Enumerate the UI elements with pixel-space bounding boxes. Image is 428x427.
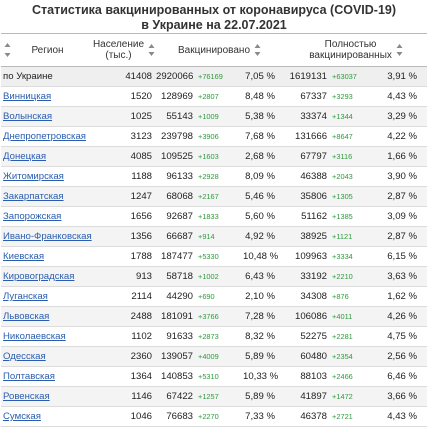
vaccinated-cell: 66687 xyxy=(154,227,195,247)
population-cell: 1520 xyxy=(94,87,154,107)
full-delta-cell: +2466 xyxy=(329,367,373,387)
vaccinated-delta-cell: +2270 xyxy=(195,407,241,427)
title-line-1: Статистика вакцинированных от коронавируса (COVID-19) xyxy=(31,3,397,17)
full-delta-cell: +3116 xyxy=(329,147,373,167)
table-row xyxy=(1,267,427,287)
full-percent-cell: 2,87 % xyxy=(373,187,427,207)
region-link[interactable]: Донецкая xyxy=(3,151,47,162)
vaccinated-delta-cell: +1257 xyxy=(195,387,241,407)
vaccinated-cell: 44290 xyxy=(154,287,195,307)
region-link[interactable]: Николаевская xyxy=(3,331,66,342)
header-region-label: Регион xyxy=(31,44,64,56)
full-delta-cell: +8647 xyxy=(329,127,373,147)
vaccinated-percent-cell: 8,09 % xyxy=(241,167,285,187)
vaccinated-cell: 96133 xyxy=(154,167,195,187)
table-row xyxy=(1,87,427,107)
vaccinated-delta-cell: +3906 xyxy=(195,127,241,147)
population-cell: 1247 xyxy=(94,187,154,207)
table-row xyxy=(1,387,427,407)
vaccinated-cell: 67422 xyxy=(154,387,195,407)
sort-icon xyxy=(148,43,155,57)
population-cell: 1025 xyxy=(94,107,154,127)
sort-icon xyxy=(396,43,403,57)
population-cell: 41408 xyxy=(94,67,154,87)
vaccinated-percent-cell: 7,68 % xyxy=(241,127,285,147)
vaccinated-cell: 181091 xyxy=(154,307,195,327)
table-row xyxy=(1,107,427,127)
region-cell: по Украине xyxy=(1,67,94,87)
header-population[interactable] xyxy=(94,34,154,67)
vaccinated-delta-cell: +690 xyxy=(195,287,241,307)
full-cell: 88103 xyxy=(285,367,329,387)
vaccinated-cell: 55143 xyxy=(154,107,195,127)
population-cell: 1146 xyxy=(94,387,154,407)
region-cell xyxy=(1,267,94,287)
vaccinated-percent-cell: 2,68 % xyxy=(241,147,285,167)
full-percent-cell: 3,63 % xyxy=(373,267,427,287)
table-row xyxy=(1,207,427,227)
region-cell xyxy=(1,227,94,247)
full-cell: 38925 xyxy=(285,227,329,247)
full-delta-cell: +1344 xyxy=(329,107,373,127)
full-percent-cell: 3,29 % xyxy=(373,107,427,127)
vaccinated-delta-cell: +3766 xyxy=(195,307,241,327)
vaccinated-cell: 140853 xyxy=(154,367,195,387)
population-cell: 2488 xyxy=(94,307,154,327)
full-cell: 33192 xyxy=(285,267,329,287)
vaccinated-delta-cell: +5330 xyxy=(195,247,241,267)
full-cell: 51162 xyxy=(285,207,329,227)
table-row xyxy=(1,367,427,387)
title-line-2: в Украине на 22.07.2021 xyxy=(141,18,287,32)
vaccinated-percent-cell: 4,92 % xyxy=(241,227,285,247)
vaccinated-cell: 139057 xyxy=(154,347,195,367)
full-delta-cell: +2354 xyxy=(329,347,373,367)
region-link[interactable]: Кировоградская xyxy=(3,271,75,282)
full-percent-cell: 4,22 % xyxy=(373,127,427,147)
region-link[interactable]: Винницкая xyxy=(3,91,52,102)
full-cell: 60480 xyxy=(285,347,329,367)
population-cell: 3123 xyxy=(94,127,154,147)
region-cell xyxy=(1,347,94,367)
full-cell: 106086 xyxy=(285,307,329,327)
table-row xyxy=(1,407,427,427)
full-percent-cell: 2,56 % xyxy=(373,347,427,367)
region-link[interactable]: Сумская xyxy=(3,411,41,422)
vaccinated-delta-cell: +2167 xyxy=(195,187,241,207)
vaccinated-percent-cell: 5,89 % xyxy=(241,347,285,367)
vaccinated-delta-cell: +914 xyxy=(195,227,241,247)
full-delta-cell: +2721 xyxy=(329,407,373,427)
full-percent-cell: 4,26 % xyxy=(373,307,427,327)
table-row xyxy=(1,327,427,347)
vaccinated-cell: 76683 xyxy=(154,407,195,427)
full-delta-cell: +1305 xyxy=(329,187,373,207)
table-row xyxy=(1,67,427,87)
full-cell: 1619131 xyxy=(285,67,329,87)
full-delta-cell: +4011 xyxy=(329,307,373,327)
full-delta-cell: +876 xyxy=(329,287,373,307)
full-cell: 131666 xyxy=(285,127,329,147)
region-cell xyxy=(1,367,94,387)
population-cell: 1656 xyxy=(94,207,154,227)
full-cell: 52275 xyxy=(285,327,329,347)
region-link[interactable]: Киевская xyxy=(3,251,45,262)
vaccinated-cell: 91633 xyxy=(154,327,195,347)
region-cell xyxy=(1,187,94,207)
vaccinated-delta-cell: +1833 xyxy=(195,207,241,227)
region-cell xyxy=(1,287,94,307)
region-cell xyxy=(1,407,94,427)
region-cell xyxy=(1,167,94,187)
full-delta-cell: +63037 xyxy=(329,67,373,87)
vaccinated-percent-cell: 10,48 % xyxy=(241,247,285,267)
full-percent-cell: 1,62 % xyxy=(373,287,427,307)
full-percent-cell: 4,75 % xyxy=(373,327,427,347)
full-delta-cell: +2210 xyxy=(329,267,373,287)
table-row xyxy=(1,247,427,267)
vaccinated-cell: 68068 xyxy=(154,187,195,207)
sort-icon xyxy=(4,42,11,58)
vaccinated-percent-cell: 8,32 % xyxy=(241,327,285,347)
vaccinated-delta-cell: +1002 xyxy=(195,267,241,287)
full-percent-cell: 6,15 % xyxy=(373,247,427,267)
table-row xyxy=(1,187,427,207)
full-percent-cell: 3,66 % xyxy=(373,387,427,407)
vaccinated-percent-cell: 6,43 % xyxy=(241,267,285,287)
header-full-label: Полностью вакцинированных xyxy=(309,39,392,61)
full-cell: 33374 xyxy=(285,107,329,127)
full-delta-cell: +2043 xyxy=(329,167,373,187)
region-cell xyxy=(1,107,94,127)
region-cell xyxy=(1,127,94,147)
full-cell: 41897 xyxy=(285,387,329,407)
full-percent-cell: 3,90 % xyxy=(373,167,427,187)
vaccinated-cell: 128969 xyxy=(154,87,195,107)
table-row xyxy=(1,347,427,367)
full-percent-cell: 6,46 % xyxy=(373,367,427,387)
sort-icon xyxy=(254,43,261,57)
region-cell xyxy=(1,247,94,267)
table-row xyxy=(1,307,427,327)
full-percent-cell: 4,43 % xyxy=(373,87,427,107)
vaccinated-delta-cell: +1009 xyxy=(195,107,241,127)
header-vaccinated[interactable] xyxy=(154,34,285,67)
population-cell: 1046 xyxy=(94,407,154,427)
region-cell xyxy=(1,327,94,347)
table-row xyxy=(1,127,427,147)
full-cell: 46378 xyxy=(285,407,329,427)
vaccinated-percent-cell: 5,38 % xyxy=(241,107,285,127)
table-header-row xyxy=(1,34,427,67)
region-link[interactable]: Луганская xyxy=(3,291,48,302)
full-delta-cell: +2281 xyxy=(329,327,373,347)
full-cell: 67797 xyxy=(285,147,329,167)
vaccinated-delta-cell: +5310 xyxy=(195,367,241,387)
vaccinated-cell: 239798 xyxy=(154,127,195,147)
region-link[interactable]: Волынская xyxy=(3,111,53,122)
region-link[interactable]: Запорожская xyxy=(3,211,62,222)
full-cell: 35806 xyxy=(285,187,329,207)
population-cell: 1788 xyxy=(94,247,154,267)
table-body xyxy=(1,67,427,427)
population-cell: 1356 xyxy=(94,227,154,247)
vaccinated-percent-cell: 7,05 % xyxy=(241,67,285,87)
population-cell: 1102 xyxy=(94,327,154,347)
full-cell: 34308 xyxy=(285,287,329,307)
population-cell: 2360 xyxy=(94,347,154,367)
full-cell: 109963 xyxy=(285,247,329,267)
vaccination-table xyxy=(1,33,427,427)
table-row xyxy=(1,287,427,307)
page-title xyxy=(0,0,428,33)
vaccinated-cell: 92687 xyxy=(154,207,195,227)
header-region[interactable] xyxy=(1,34,94,67)
population-cell: 4085 xyxy=(94,147,154,167)
population-cell: 1188 xyxy=(94,167,154,187)
vaccinated-cell: 2920066 xyxy=(154,67,195,87)
region-cell xyxy=(1,207,94,227)
region-link[interactable]: Днепропетровская xyxy=(3,131,86,142)
region-cell xyxy=(1,147,94,167)
population-cell: 2114 xyxy=(94,287,154,307)
region-cell xyxy=(1,307,94,327)
vaccinated-delta-cell: +2873 xyxy=(195,327,241,347)
table-row xyxy=(1,147,427,167)
full-percent-cell: 2,87 % xyxy=(373,227,427,247)
vaccinated-percent-cell: 7,28 % xyxy=(241,307,285,327)
region-link[interactable]: Львовская xyxy=(3,311,50,322)
vaccinated-percent-cell: 10,33 % xyxy=(241,367,285,387)
vaccinated-cell: 58718 xyxy=(154,267,195,287)
vaccinated-cell: 187477 xyxy=(154,247,195,267)
full-delta-cell: +1472 xyxy=(329,387,373,407)
vaccinated-delta-cell: +76169 xyxy=(195,67,241,87)
full-delta-cell: +1385 xyxy=(329,207,373,227)
vaccinated-percent-cell: 5,89 % xyxy=(241,387,285,407)
vaccinated-delta-cell: +2807 xyxy=(195,87,241,107)
full-delta-cell: +3293 xyxy=(329,87,373,107)
vaccinated-percent-cell: 2,10 % xyxy=(241,287,285,307)
vaccinated-percent-cell: 5,46 % xyxy=(241,187,285,207)
region-link[interactable]: Одесская xyxy=(3,351,46,362)
vaccinated-cell: 109525 xyxy=(154,147,195,167)
header-vaccinated-label: Вакцинировано xyxy=(178,44,251,56)
vaccinated-delta-cell: +4009 xyxy=(195,347,241,367)
vaccinated-delta-cell: +1603 xyxy=(195,147,241,167)
full-percent-cell: 3,09 % xyxy=(373,207,427,227)
region-link[interactable]: Житомирская xyxy=(3,171,64,182)
region-link[interactable]: Полтавская xyxy=(3,371,55,382)
population-cell: 1364 xyxy=(94,367,154,387)
table-row xyxy=(1,227,427,247)
full-percent-cell: 3,91 % xyxy=(373,67,427,87)
full-percent-cell: 4,43 % xyxy=(373,407,427,427)
region-link[interactable]: Закарпатская xyxy=(3,191,64,202)
region-cell xyxy=(1,387,94,407)
full-cell: 46388 xyxy=(285,167,329,187)
full-delta-cell: +3334 xyxy=(329,247,373,267)
full-percent-cell: 1,66 % xyxy=(373,147,427,167)
region-link[interactable]: Ровенская xyxy=(3,391,50,402)
region-link[interactable]: Ивано-Франковская xyxy=(3,231,92,242)
table-row xyxy=(1,167,427,187)
vaccinated-percent-cell: 7,33 % xyxy=(241,407,285,427)
vaccinated-percent-cell: 8,48 % xyxy=(241,87,285,107)
header-fully-vaccinated[interactable] xyxy=(285,34,427,67)
vaccinated-delta-cell: +2928 xyxy=(195,167,241,187)
vaccinated-percent-cell: 5,60 % xyxy=(241,207,285,227)
full-delta-cell: +1121 xyxy=(329,227,373,247)
region-cell xyxy=(1,87,94,107)
header-population-label: Население (тыс.) xyxy=(92,39,145,61)
population-cell: 913 xyxy=(94,267,154,287)
full-cell: 67337 xyxy=(285,87,329,107)
